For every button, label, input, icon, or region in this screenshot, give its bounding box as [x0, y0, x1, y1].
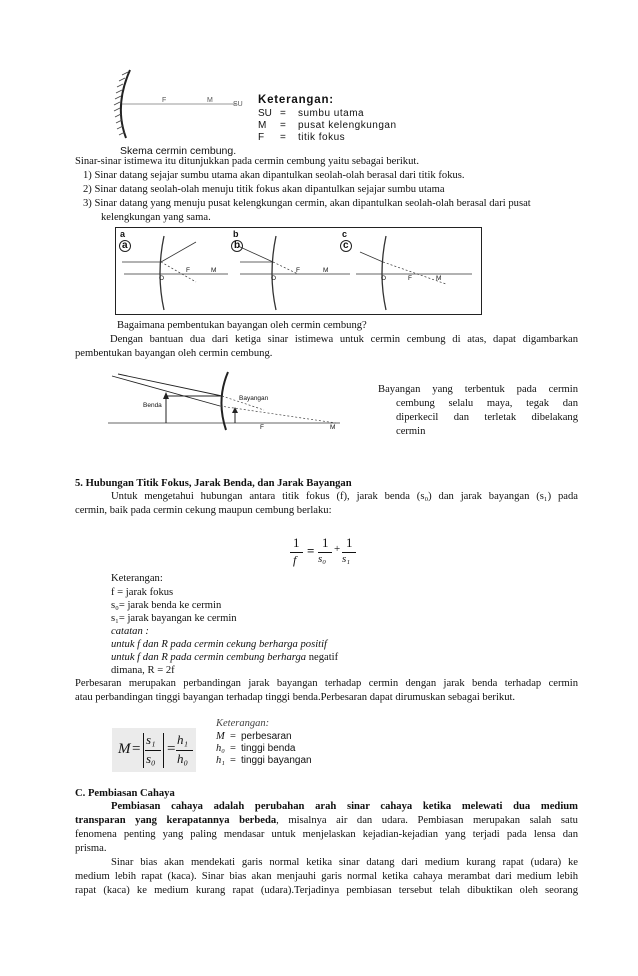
mag-equals: =: [132, 741, 141, 757]
panel-b-label-o: O: [271, 275, 277, 282]
figure1-legend-row: [258, 120, 397, 132]
panel-a-tag-2: a: [119, 240, 131, 252]
figure-image-formation: [104, 366, 344, 436]
sectionC-p1-line-2: [75, 814, 578, 828]
section5-k5: untuk f dan R pada cermin cekung berharga positif: [111, 639, 327, 650]
sectionC-p2-line-2: medium lebih rapat (kaca). Sinar bias akan menjauhi garis normal ketika cahaya merambat dari medium lebih: [75, 871, 578, 882]
section5-k6-italic: untuk f dan R pada cermin cembung berharga: [111, 652, 309, 663]
figure3-side-line-2: cembung selalu maya, tegak dan: [396, 398, 578, 409]
figure3-side-line-3: diperkecil dan terletak dibelakang: [396, 412, 578, 423]
figure3-bayangan: Bayangan: [239, 395, 269, 402]
legend-description: tinggi bayangan: [241, 755, 312, 766]
legend-description: perbesaran: [241, 731, 292, 742]
rays-item-3: 3) Sinar datang yang menuju pusat kelengkungan cermin, akan dipantulkan seolah-olah berasal dari pusat: [83, 198, 531, 209]
legend-equals: =: [230, 743, 236, 754]
sectionC-p1-line-2-rest: , misalnya air dan udara. Pembiasan merupakan salah satu: [276, 815, 578, 826]
panel-a-tag-1: a: [120, 229, 126, 239]
panel-c-label-f: F: [408, 275, 412, 282]
sectionC-p2-line-1: Sinar bias akan mendekati garis normal ketika sinar datang dari medium kurang rapat (udara) ke: [111, 857, 578, 868]
panel-c-tag-2: c: [340, 240, 352, 252]
legend-symbol: h₀: [216, 743, 225, 754]
legend-symbol: M: [258, 120, 267, 131]
panel-a-label-f: F: [186, 267, 190, 274]
panel-c-label-o: O: [381, 275, 387, 282]
legend-equals: =: [230, 731, 236, 742]
legend-description: pusat kelengkungan: [298, 120, 397, 131]
section5-k1: f = jarak fokus: [111, 587, 174, 598]
magnification-legend-row: [216, 743, 312, 755]
legend-equals: =: [280, 108, 286, 119]
legend-equals: =: [280, 120, 286, 131]
figure1-legend: [258, 93, 397, 144]
mag-s1: s₁: [146, 732, 156, 747]
magnification-legend-title: Keterangan:: [216, 718, 270, 729]
section5-k7: dimana, R = 2f: [111, 665, 175, 676]
legend-description: titik fokus: [298, 132, 346, 143]
figure3-side-line-4: cermin: [396, 426, 426, 437]
figure3-side-line-1: Bayangan yang terbentuk pada cermin: [378, 384, 578, 395]
image-formation-diagram: [104, 366, 344, 436]
legend-equals: =: [280, 132, 286, 143]
panel-b-label-f: F: [296, 267, 300, 274]
mag-abs-bar-left: [143, 733, 144, 768]
figure1-label-f: F: [162, 97, 167, 104]
sectionC-p1-line-2-bold: transparan yang kerapatannya berbeda: [75, 815, 277, 826]
mag-s0: s₀: [146, 751, 156, 766]
section5-heading: 5. Hubungan Titik Fokus, Jarak Benda, dan Jarak Bayangan: [75, 478, 352, 489]
rays-intro: Sinar-sinar istimewa itu ditunjukkan pada cermin cembung yaitu sebagai berikut.: [75, 156, 419, 167]
formula-plus: +: [334, 543, 341, 555]
section5-k6: [111, 651, 338, 665]
magnification-legend-row: [216, 731, 312, 743]
figure1-legend-title: Keterangan:: [258, 94, 334, 106]
rays-item-3-cont: kelengkungan yang sama.: [101, 212, 211, 223]
section5-paragraph-line-1: Untuk mengetahui hubungan antara titik fokus (f), jarak benda (s₀) dan jarak bayangan (s₁) pada: [111, 491, 578, 502]
rays-item-1: 1) Sinar datang sejajar sumbu utama akan dipantulkan seolah-olah berasal dari titik fokus.: [83, 170, 465, 181]
formula-numerator-mid: 1: [322, 535, 329, 550]
magnification-legend: [216, 717, 312, 767]
section5-paragraph-line-2: cermin, baik pada cermin cekung maupun cembung berlaku:: [75, 505, 332, 516]
panel-b-label-m: M: [323, 267, 329, 274]
magnification-line-2: atau perbandingan tinggi bayangan terhadap tinggi benda.Perbesaran dapat dirumuskan sebagai berikut.: [75, 692, 516, 703]
formula-equals: =: [307, 543, 315, 558]
section5-k2: s₀= jarak benda ke cermin: [111, 600, 222, 611]
magnification-line-1: Perbesaran merupakan perbandingan jarak bayangan terhadap cermin dengan jarak benda terhadap cermin: [75, 678, 578, 689]
formation-paragraph-line-1: Dengan bantuan dua dari ketiga sinar istimewa untuk cermin cembung di atas, dapat digambarkan: [110, 334, 578, 345]
sectionC-p1-line-3: fenomena penting yang paling mendasar untuk menjelaskan kejadian-kejadian yang terjadi pada lensa dan: [75, 829, 578, 840]
section5-k6-regular: negatif: [308, 652, 339, 663]
panel-a-label-o: O: [159, 275, 165, 282]
formula-denominator-s1: s₁: [342, 553, 351, 565]
panel-b: [238, 236, 350, 310]
formula-denominator-s0: s₀: [318, 553, 327, 565]
section5-keterangan: Keterangan:: [111, 573, 163, 584]
section5-k3: s₁= jarak bayangan ke cermin: [111, 613, 237, 624]
formula-denominator-f: f: [293, 553, 297, 567]
panel-b-tag-2: b: [231, 240, 243, 252]
figure3-label-m: M: [330, 424, 336, 431]
figure1-label-m: M: [207, 97, 213, 104]
formation-question: Bagaimana pembentukan bayangan oleh cermin cembung?: [117, 320, 367, 331]
formation-paragraph-line-2: pembentukan bayangan oleh cermin cembung.: [75, 348, 273, 359]
legend-symbol: F: [258, 132, 265, 143]
formula-bar-left: [290, 552, 303, 553]
lens-formula: [290, 535, 358, 571]
figure1-caption: Skema cermin cembung.: [120, 145, 237, 157]
legend-description: sumbu utama: [298, 108, 365, 119]
formula-numerator-right: 1: [346, 535, 353, 550]
panel-c-label-m: M: [436, 275, 442, 282]
formula-numerator-left: 1: [293, 535, 300, 550]
sectionC-p1-line-1: Pembiasan cahaya adalah perubahan arah sinar cahaya ketika melewati dua medium: [111, 801, 578, 812]
mag-h0: h₀: [177, 751, 189, 766]
legend-equals: =: [230, 755, 236, 766]
figure3-label-f: F: [260, 424, 264, 431]
sectionC-p1-line-4: prisma.: [75, 843, 107, 854]
mag-symbol-m: M: [118, 741, 131, 757]
figure1-label-su: SU: [233, 101, 243, 108]
legend-symbol: M: [216, 731, 225, 742]
panel-a-label-m: M: [211, 267, 217, 274]
legend-symbol: h₁: [216, 755, 225, 766]
figure3-benda: Benda: [143, 402, 162, 409]
legend-symbol: SU: [258, 108, 272, 119]
panel-b-tag-1: b: [233, 229, 239, 239]
section5-k4: catatan :: [111, 626, 149, 637]
figure1-legend-row: [258, 132, 397, 144]
mag-h1: h₁: [177, 732, 189, 747]
magnification-legend-row: [216, 755, 312, 767]
sectionC-heading: C. Pembiasan Cahaya: [75, 788, 175, 799]
sectionC-p2-line-3: rapat (kaca) ke medium kurang rapat (udara).Terjadinya pembiasan tersebut telah dibuktikan oleh seorang: [75, 885, 578, 896]
figure1-legend-row: [258, 108, 397, 120]
legend-description: tinggi benda: [241, 743, 296, 754]
mag-abs-bar-right: [163, 733, 164, 768]
panel-c: [356, 236, 472, 310]
panel-c-tag-1: c: [342, 229, 348, 239]
rays-item-2: 2) Sinar datang seolah-olah menuju titik fokus akan dipantulkan sejajar sumbu utama: [83, 184, 445, 195]
mag-equals-2: =: [167, 741, 176, 757]
magnification-formula-box: [112, 728, 196, 772]
